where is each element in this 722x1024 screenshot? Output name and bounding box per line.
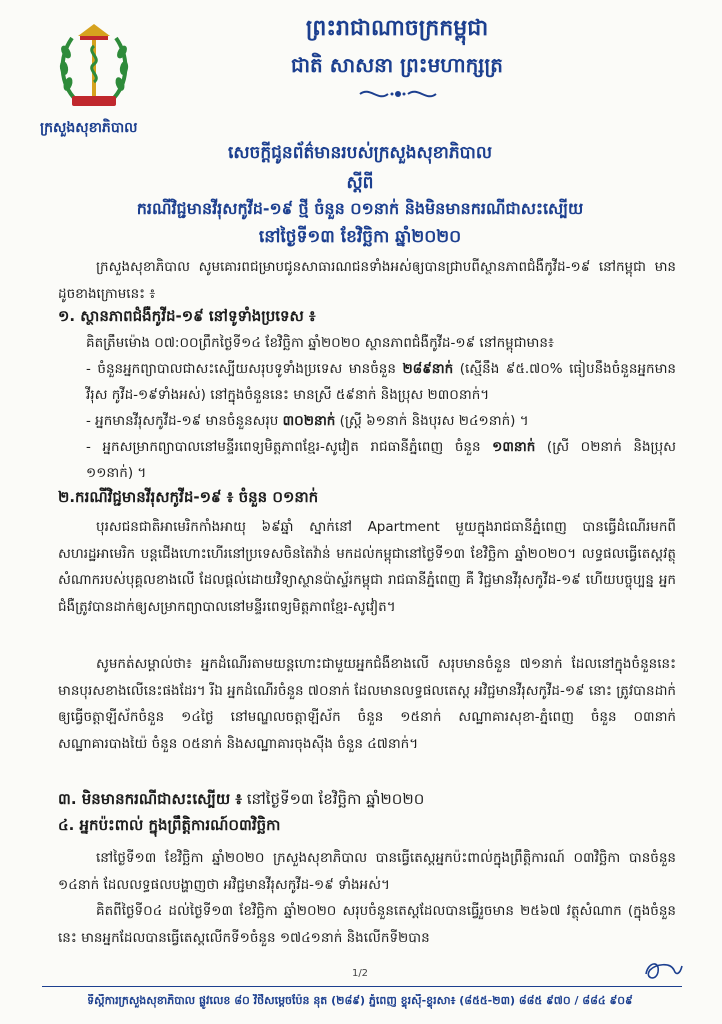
section-3-heading: ៣. មិនមានករណីជាសះស្បើយ ៖	[58, 790, 242, 808]
footer-divider	[42, 986, 682, 987]
national-motto: ជាតិ សាសនា ព្រះមហាក្សត្រ	[291, 53, 503, 77]
release-title: សេចក្តីជូនព័ត៌មានរបស់ក្រសួងសុខាភិបាល	[227, 143, 493, 163]
hospitalized-bullet: - អ្នកសម្រាកព្យាបាលនៅមន្ទីរពេទ្យមិត្តភាពខ្មែរ-សូវៀត រាជធានីភ្នំពេញ ចំនួន ១៣នាក់ (ស្រី ០២នាក់ និងប្រុស ១១នាក់) ។	[86, 439, 676, 481]
tests-paragraph: គិតពីថ្ងៃទី០៤ ដល់ថ្ងៃទី១៣ ខែវិច្ឆិកា ឆ្នាំ២០២០ សរុបចំនួនតេស្តដែលបានធ្វើរួចមាន ២៥៦៧ វត្ថុសំណាក (ក្នុងចំនួននេះ មានអ្នកដែលបានធ្វើតេស្តលើកទី១ចំនួន ១៧៤១នាក់ និងលើកទី២បាន	[58, 903, 676, 946]
section-1-heading: ១. ស្ថានភាពជំងឺកូវីដ-១៩ នៅទូទាំងប្រទេស ៖	[58, 307, 316, 325]
section-3-text: នៅថ្ងៃទី១៣ ខែវិច្ឆិកា ឆ្នាំ២០២០	[241, 790, 425, 808]
footer-address: ទីស្តីការក្រសួងសុខាភិបាល ផ្លូវលេខ ៨០ វិថីសម្តេចប៉ែន នុត (២៨៩) ភ្នំពេញ ខ្ទុរស៊ី-ខ្ទុរសា៖ (៨៥៥-២៣) ៨៨៥ ៩៧០ / ៨៨៤ ៩០៩	[87, 994, 633, 1007]
section-4-heading: ៤. អ្នកប៉ះពាល់ ក្នុងព្រឹត្តិការណ៍០៣វិច្ឆិកា	[58, 816, 281, 834]
intro-paragraph: ក្រសួងសុខាភិបាល សូមគោរពជម្រាបជូនសាធារណជនទាំងអស់ឲ្យបានជ្រាបពីស្ថានភាពជំងឺកូវីដ-១៩ នៅកម្ពុជា មានដូចខាងក្រោមនេះ ៖	[58, 259, 676, 302]
new-case-paragraph: បុរសជនជាតិអាមេរិកកាំងអាយុ ៦៩ឆ្នាំ ស្នាក់នៅ Apartment មួយក្នុងរាជធានីភ្នំពេញ បានធ្វើដំណើរមកពីសហរដ្ឋអាមេរិក បន្តជើងហោះហើរនៅប្រទេសចិនតៃវ៉ាន់ មកដល់កម្ពុជានៅថ្ងៃទី១៣ ខែវិច្ឆិកា ឆ្នាំ២០២០។ លទ្ធផលធ្វើតេស្តវត្ថុសំណាករបស់បុគ្គលខាងលើ ដែលផ្តល់ដោយវិទ្យាស្ថានប៉ាស្ទ័រកម្ពុជា រាជធានីភ្នំពេញ គឺ វិជ្ជមានវីរុសកូវីដ-១៩ ហើយបច្ចុប្បន្ន អ្នកជំងឺត្រូវបានដាក់ឲ្យសម្រាកព្យាបាលនៅមន្ទីរពេទ្យមិត្តភាពខ្មែរ-សូវៀត។	[58, 519, 676, 615]
kingdom-title: ព្រះរាជាណាចក្រកម្ពុជា	[305, 16, 489, 41]
contacts-paragraph: នៅថ្ងៃទី១៣ ខែវិច្ឆិកា ឆ្នាំ២០២០ ក្រសួងសុខាភិបាល បានធ្វើតេស្តអ្នកប៉ះពាល់ក្នុងព្រឹត្តិការណ៍ ០៣វិច្ឆិកា បានចំនួន ១៤នាក់ ដែលលទ្ធផលបង្ហាញថា អវិជ្ជមានវីរុសកូវីដ-១៩ ទាំងអស់។	[58, 850, 676, 893]
ornament-icon	[356, 84, 440, 104]
release-date: នៅថ្ងៃទី១៣ ខែវិច្ឆិកា ឆ្នាំ២០២០	[258, 227, 462, 247]
recovered-count: ២៨៩នាក់	[402, 361, 454, 377]
ministry-name: ក្រសួងសុខាភិបាល	[40, 120, 138, 136]
recovered-bullet: - ចំនួនអ្នកព្យាបាលជាសះស្បើយសរុបទូទាំងប្រទេស មានចំនួន ២៨៩នាក់ (ស្មើនឹង ៩៥.៧០% ធៀបនឹងចំនួនអ្នកមានវីរុស កូវីដ-១៩ទាំងអស់) នៅក្នុងចំនួននេះ មានស្រី ៥៩នាក់ និងប្រុស ២៣០នាក់។	[86, 361, 677, 403]
ministry-logo	[56, 18, 132, 116]
section-3-line	[58, 790, 424, 812]
total-cases-bullet: - អ្នកមានវីរុសកូវីដ-១៩ មានចំនួនសរុប ៣០២នាក់ (ស្ត្រី ៦១នាក់ និងបុរស ២៤១នាក់) ។	[86, 413, 529, 429]
section-2-heading: ២.ករណីវិជ្ជមានវីរុសកូវីដ-១៩ ៖ ចំនួន ០១នាក់	[58, 488, 319, 506]
total-cases-count: ៣០២នាក់	[282, 413, 336, 429]
release-about: ស្តីពី	[346, 173, 374, 193]
section-1-lead: គិតត្រឹមម៉ោង ០៧:០០ព្រឹកថ្ងៃទី១៤ ខែវិច្ឆិកា ឆ្នាំ២០២០ ស្ថានភាពជំងឺកូវីដ-១៩ នៅកម្ពុជាមាន៖	[86, 335, 554, 351]
release-headline: ករណីវិជ្ជមានវីរុសកូវីដ-១៩ ថ្មី ចំនួន ០១នាក់ និងមិនមានករណីជាសះស្បើយ	[136, 199, 584, 218]
hospitalized-count: ១៣នាក់	[492, 439, 536, 455]
passenger-note-paragraph: សូមកត់សម្គាល់ថា៖ អ្នកដំណើរតាមយន្តហោះជាមួយអ្នកជំងឺខាងលើ សរុបមានចំនួន ៧១នាក់ ដែលនៅក្នុងចំនួននេះ មានបុរសខាងលើនេះផងដែរ។ រីឯ អ្នកដំណើរចំនួន ៧០នាក់ ដែលមានលទ្ធផលតេស្ត អវិជ្ជមានវីរុសកូវីដ-១៩ នោះ ត្រូវបានដាក់ឲ្យធ្វើចត្តាឡីស័កចំនួន ១៤ថ្ងៃ នៅមណ្ឌលចត្តាឡីស័ក ចំនួន ១៥នាក់ សណ្ឋាគារសុខា-ភ្នំពេញ ចំនួន ០៣នាក់ សណ្ឋាគារបាងយ៉ៃ ចំនួន ០៥នាក់ និងសណ្ឋាគារចុងស៊ីង ចំនួន ៤៧នាក់។	[58, 656, 676, 752]
signature-icon	[640, 956, 686, 984]
page-number: 1/2	[351, 968, 369, 979]
